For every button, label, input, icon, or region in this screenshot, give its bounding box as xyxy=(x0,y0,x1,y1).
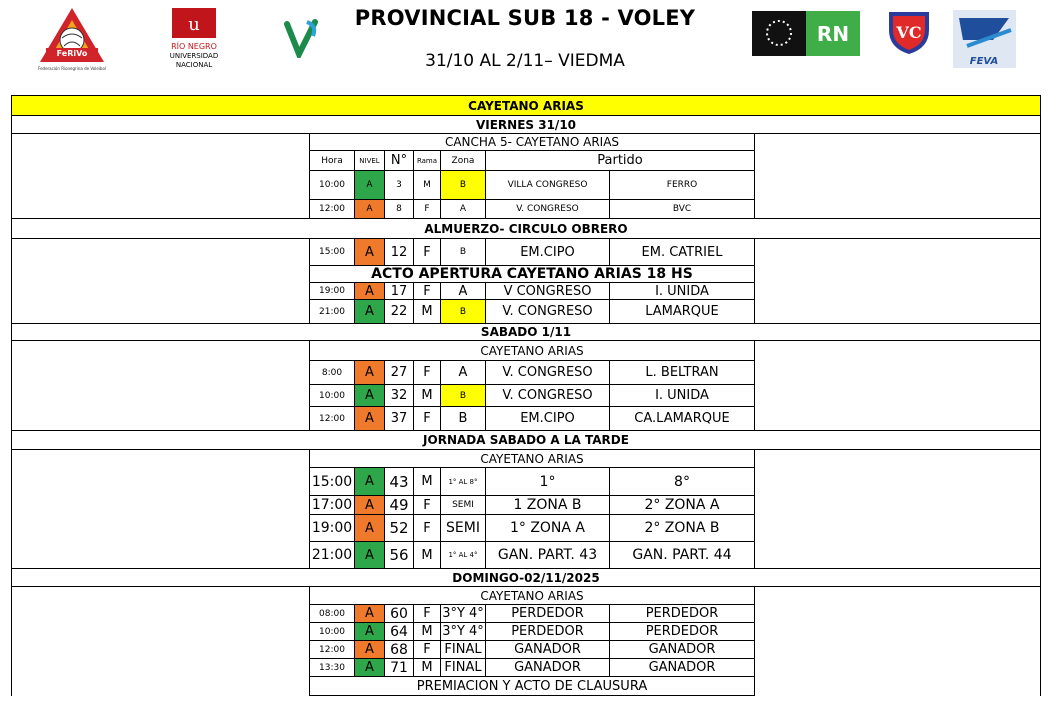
match-away-team: GANADOR xyxy=(610,641,755,659)
match-home-team: V. CONGRESO xyxy=(486,200,610,219)
match-home-team: EM.CIPO xyxy=(486,407,610,431)
match-away-team: 2° ZONA B xyxy=(610,515,755,542)
match-home-team: PERDEDOR xyxy=(486,605,610,623)
left-blank xyxy=(12,450,310,468)
right-blank xyxy=(755,587,1041,605)
left-blank xyxy=(12,659,310,677)
right-blank xyxy=(755,641,1041,659)
left-blank xyxy=(12,151,310,171)
match-branch: M xyxy=(414,171,441,200)
match-time: 10:00 xyxy=(310,623,355,641)
match-away-team: PERDEDOR xyxy=(610,623,755,641)
left-blank xyxy=(12,134,310,151)
left-blank xyxy=(12,641,310,659)
match-row xyxy=(12,515,1041,542)
match-row xyxy=(12,300,1041,324)
match-number: 60 xyxy=(385,605,414,623)
match-row xyxy=(12,407,1041,431)
match-home-team: V. CONGRESO xyxy=(486,361,610,385)
match-level: A xyxy=(355,171,385,200)
match-zone: 1° AL 8° xyxy=(441,468,486,496)
unrn-logo xyxy=(168,8,220,72)
left-blank xyxy=(12,171,310,200)
match-number: 37 xyxy=(385,407,414,431)
left-blank xyxy=(12,266,310,283)
match-home-team: EM.CIPO xyxy=(486,239,610,266)
saturday-pm-venue-row xyxy=(12,450,1041,468)
left-blank xyxy=(12,605,310,623)
day-heading-saturday: SABADO 1/11 xyxy=(12,324,1041,341)
match-time: 12:00 xyxy=(310,200,355,219)
right-blank xyxy=(755,515,1041,542)
right-blank xyxy=(755,171,1041,200)
left-blank xyxy=(12,407,310,431)
match-zone: 3°Y 4° xyxy=(442,624,484,639)
match-number: 56 xyxy=(385,542,414,569)
match-level: A xyxy=(355,361,385,385)
match-row xyxy=(12,283,1041,300)
closing-ceremony-row xyxy=(12,677,1041,696)
match-branch: M xyxy=(414,385,441,407)
svg-text:u: u xyxy=(188,14,200,35)
right-blank xyxy=(755,496,1041,515)
match-home-team: GANADOR xyxy=(486,659,610,677)
match-away-team: GAN. PART. 44 xyxy=(610,542,755,569)
match-branch: M xyxy=(414,623,441,641)
day-heading-sunday: DOMINGO-02/11/2025 xyxy=(12,569,1041,587)
match-home-team: VILLA CONGRESO xyxy=(486,171,610,200)
match-branch: F xyxy=(414,605,441,623)
col-zona-header: Zona xyxy=(441,151,486,171)
match-away-team: CA.LAMARQUE xyxy=(610,407,755,431)
match-time: 21:00 xyxy=(310,300,355,324)
match-time: 15:00 xyxy=(310,239,355,266)
feva-text: FEVA xyxy=(969,56,999,67)
match-row xyxy=(12,239,1041,266)
match-zone: B xyxy=(441,407,486,431)
match-zone: 3°Y 4° xyxy=(442,606,484,621)
match-zone: 1° AL 4° xyxy=(441,542,486,569)
right-blank xyxy=(755,542,1041,569)
match-away-team: 8° xyxy=(610,468,755,496)
opening-ceremony-row xyxy=(12,266,1041,283)
match-zone: A xyxy=(441,361,486,385)
match-branch: F xyxy=(414,361,441,385)
right-blank xyxy=(755,134,1041,151)
match-time: 19:00 xyxy=(310,283,355,300)
match-branch: F xyxy=(414,407,441,431)
match-away-team: I. UNIDA xyxy=(610,283,755,300)
sunday-venue: CAYETANO ARIAS xyxy=(310,587,755,605)
match-home-team: GANADOR xyxy=(486,641,610,659)
match-zone: B xyxy=(441,171,486,200)
col-num-header: N° xyxy=(385,151,414,171)
match-away-team: LAMARQUE xyxy=(610,300,755,324)
right-blank xyxy=(755,239,1041,266)
left-blank xyxy=(12,468,310,496)
right-blank xyxy=(755,677,1041,696)
right-blank xyxy=(755,361,1041,385)
match-time: 12:00 xyxy=(310,407,355,431)
lunch-note-row xyxy=(12,219,1041,239)
opening-ceremony: ACTO APERTURA CAYETANO ARIAS 18 HS xyxy=(310,266,755,283)
day-heading-friday: VIERNES 31/10 xyxy=(12,116,1041,134)
match-time: 08:00 xyxy=(310,605,355,623)
match-row xyxy=(12,171,1041,200)
match-zone: SEMI xyxy=(441,496,486,515)
left-blank xyxy=(12,300,310,324)
right-blank xyxy=(755,283,1041,300)
match-number: 68 xyxy=(385,641,414,659)
left-blank xyxy=(12,239,310,266)
right-blank xyxy=(755,341,1041,361)
match-away-team: 2° ZONA A xyxy=(610,496,755,515)
day-heading-sunday-row xyxy=(12,569,1041,587)
match-away-team: GANADOR xyxy=(610,659,755,677)
match-number: 43 xyxy=(385,468,414,496)
match-time: 21:00 xyxy=(310,542,355,569)
match-home-team: PERDEDOR xyxy=(486,623,610,641)
match-level: A xyxy=(355,283,385,300)
day-heading-friday-row xyxy=(12,116,1041,134)
match-row xyxy=(12,385,1041,407)
left-blank xyxy=(12,623,310,641)
saturday-pm-venue: CAYETANO ARIAS xyxy=(310,450,755,468)
match-away-team: FERRO xyxy=(610,171,755,200)
match-row xyxy=(12,200,1041,219)
match-time: 8:00 xyxy=(310,361,355,385)
schedule-table xyxy=(11,95,1041,696)
match-zone: FINAL xyxy=(441,641,486,659)
match-row xyxy=(12,659,1041,677)
match-away-team: PERDEDOR xyxy=(610,605,755,623)
ferivo-caption: Federación Rionegrina de Voleibol xyxy=(37,66,107,71)
right-blank xyxy=(755,450,1041,468)
match-time: 15:00 xyxy=(310,468,355,496)
venue-banner-row xyxy=(12,96,1041,116)
page-subtitle: 31/10 AL 2/11– VIEDMA xyxy=(425,51,625,71)
friday-venue: CANCHA 5- CAYETANO ARIAS xyxy=(310,134,755,151)
match-zone: B xyxy=(441,239,486,266)
match-zone: B xyxy=(441,385,486,407)
match-away-team: I. UNIDA xyxy=(610,385,755,407)
rn-text: RN xyxy=(816,22,850,46)
unrn-line3: NACIONAL xyxy=(175,61,213,69)
match-number: 32 xyxy=(385,385,414,407)
match-branch: M xyxy=(414,659,441,677)
club-text: VC xyxy=(896,23,922,42)
right-blank xyxy=(755,200,1041,219)
right-blank xyxy=(755,151,1041,171)
page-title: PROVINCIAL SUB 18 - VOLEY xyxy=(354,6,696,30)
match-number: 27 xyxy=(385,361,414,385)
rn-logo xyxy=(752,11,860,56)
match-number: 8 xyxy=(385,200,414,219)
match-level: A xyxy=(355,239,385,266)
day-heading-saturday-pm: JORNADA SABADO A LA TARDE xyxy=(12,431,1041,450)
friday-venue-row xyxy=(12,134,1041,151)
match-branch: M xyxy=(414,542,441,569)
match-branch: M xyxy=(414,300,441,324)
match-row xyxy=(12,496,1041,515)
match-away-team: EM. CATRIEL xyxy=(610,239,755,266)
match-level: A xyxy=(355,496,385,515)
match-branch: F xyxy=(414,496,441,515)
match-level: A xyxy=(355,605,385,623)
match-time: 17:00 xyxy=(310,496,355,515)
column-header-row xyxy=(12,151,1041,171)
day-heading-saturday-pm-row xyxy=(12,431,1041,450)
left-blank xyxy=(12,283,310,300)
match-number: 52 xyxy=(385,515,414,542)
club-shield-logo xyxy=(885,8,933,56)
match-branch: M xyxy=(414,468,441,496)
right-blank xyxy=(755,385,1041,407)
match-home-team: V. CONGRESO xyxy=(486,385,610,407)
match-home-team: 1 ZONA B xyxy=(486,496,610,515)
unrn-line2: UNIVERSIDAD xyxy=(169,52,219,60)
match-away-team: BVC xyxy=(610,200,755,219)
left-blank xyxy=(12,361,310,385)
match-row xyxy=(12,641,1041,659)
match-level: A xyxy=(355,200,385,219)
saturday-venue-row xyxy=(12,341,1041,361)
left-blank xyxy=(12,542,310,569)
match-level: A xyxy=(355,468,385,496)
ferivo-text: FeRiVo xyxy=(56,49,88,58)
sunday-venue-row xyxy=(12,587,1041,605)
match-number: 64 xyxy=(385,623,414,641)
match-away-team: L. BELTRAN xyxy=(610,361,755,385)
right-blank xyxy=(755,300,1041,324)
match-level: A xyxy=(355,300,385,324)
match-number: 3 xyxy=(385,171,414,200)
match-level: A xyxy=(355,623,385,641)
match-level: A xyxy=(355,659,385,677)
venue-banner: CAYETANO ARIAS xyxy=(12,96,1041,116)
right-blank xyxy=(755,623,1041,641)
saturday-venue: CAYETANO ARIAS xyxy=(310,341,755,361)
match-zone: FINAL xyxy=(441,659,486,677)
match-level: A xyxy=(355,385,385,407)
unrn-line1: RÍO NEGRO xyxy=(171,42,217,51)
left-blank xyxy=(12,385,310,407)
match-number: 12 xyxy=(385,239,414,266)
col-hora-header: Hora xyxy=(310,151,355,171)
right-blank xyxy=(755,407,1041,431)
match-level: A xyxy=(355,407,385,431)
match-time: 10:00 xyxy=(310,171,355,200)
match-number: 22 xyxy=(385,300,414,324)
match-home-team: V CONGRESO xyxy=(486,283,610,300)
match-number: 71 xyxy=(385,659,414,677)
match-time: 10:00 xyxy=(310,385,355,407)
match-zone: SEMI xyxy=(441,515,486,542)
match-home-team: 1° xyxy=(486,468,610,496)
match-zone: A xyxy=(441,283,486,300)
match-branch: F xyxy=(414,641,441,659)
match-row xyxy=(12,623,1041,641)
match-level: A xyxy=(355,542,385,569)
match-row xyxy=(12,542,1041,569)
match-branch: F xyxy=(414,200,441,219)
match-time: 13:30 xyxy=(310,659,355,677)
match-branch: F xyxy=(414,239,441,266)
lunch-note: ALMUERZO- CIRCULO OBRERO xyxy=(12,219,1041,239)
match-time: 19:00 xyxy=(310,515,355,542)
match-time: 12:00 xyxy=(310,641,355,659)
match-home-team: V. CONGRESO xyxy=(486,300,610,324)
col-partido-header: Partido xyxy=(486,151,755,171)
match-level: A xyxy=(355,641,385,659)
day-heading-saturday-row xyxy=(12,324,1041,341)
match-level: A xyxy=(355,515,385,542)
left-blank xyxy=(12,587,310,605)
left-blank xyxy=(12,341,310,361)
feva-logo xyxy=(953,10,1016,68)
ferivo-logo xyxy=(36,6,108,72)
match-number: 17 xyxy=(385,283,414,300)
match-zone: A xyxy=(441,200,486,219)
match-row xyxy=(12,468,1041,496)
left-blank xyxy=(12,200,310,219)
closing-ceremony: PREMIACION Y ACTO DE CLAUSURA xyxy=(310,677,755,696)
right-blank xyxy=(755,605,1041,623)
left-blank xyxy=(12,677,310,696)
col-rama-header: Rama xyxy=(414,151,441,171)
match-branch: F xyxy=(414,515,441,542)
match-branch: F xyxy=(414,283,441,300)
col-nivel-header: NIVEL xyxy=(355,151,385,171)
viedma-logo xyxy=(283,18,319,58)
match-row xyxy=(12,361,1041,385)
match-number: 49 xyxy=(385,496,414,515)
right-blank xyxy=(755,659,1041,677)
match-home-team: 1° ZONA A xyxy=(486,515,610,542)
right-blank xyxy=(755,266,1041,283)
right-blank xyxy=(755,468,1041,496)
match-home-team: GAN. PART. 43 xyxy=(486,542,610,569)
match-zone: B xyxy=(441,300,486,324)
match-row xyxy=(12,605,1041,623)
left-blank xyxy=(12,496,310,515)
left-blank xyxy=(12,515,310,542)
